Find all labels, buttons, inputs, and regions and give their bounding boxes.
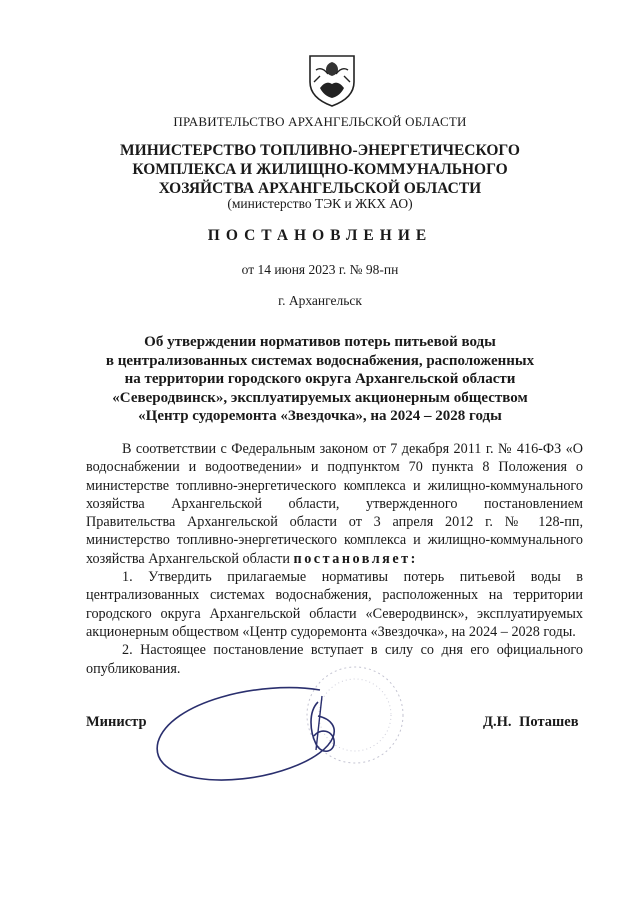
subject-line: в централизованных системах водоснабжения, расположенных: [105, 352, 535, 369]
preamble-paragraph: [86, 440, 583, 568]
ministry-line: МИНИСТЕРСТВО ТОПЛИВНО-ЭНЕРГЕТИЧЕСКОГО: [120, 142, 520, 159]
subject-line: «Северодвинск», эксплуатируемых акционерным обществом: [112, 389, 528, 406]
subject-line: «Центр судоремонта «Звездочка», на 2024 – 2028 годы: [138, 408, 502, 425]
coat-of-arms-emblem: [302, 52, 362, 108]
document-city: г. Архангельск: [278, 293, 362, 308]
ministry-name: [0, 141, 640, 198]
subject-line: Об утверждении нормативов потерь питьевой воды: [144, 334, 496, 350]
document-date-number: от 14 июня 2023 г. № 98-пн: [241, 262, 399, 277]
item-1-paragraph: 1. Утвердить прилагаемые нормативы потерь питьевой воды в централизованных системах водоснабжения, расположенных на территории городского округа Архангельской области «Северодвинск», эксплуатируемых акционерным обществом «Центр судоремонта «Звездочка», на 2024 – 2028 годы.: [86, 569, 583, 640]
document-type: ПОСТАНОВЛЕНИЕ: [207, 227, 433, 244]
item-2-paragraph: 2. Настоящее постановление вступает в силу со дня его официального опубликования.: [86, 642, 583, 677]
ministry-line: КОМПЛЕКСА И ЖИЛИЩНО-КОММУНАЛЬНОГО: [132, 161, 508, 178]
preamble-text: В соответствии с Федеральным законом от 7 декабря 2011 г. № 416-ФЗ «О водоснабжении и водоотведении» и подпунктом 70 пункта 8 Положения о министерстве топливно-энергетического комплекса и жилищно-коммунального хозяйства Архангельской области, утвержденного постановлением Правительства Архангельской области от 3 апреля 2012 г. № 128-пп, министерство топливно-энергетического комплекса и жилищно-коммунального хозяйства Архангельской области: [86, 441, 583, 567]
document-body: [86, 440, 583, 678]
signer-title: Министр: [86, 714, 147, 730]
handwritten-signature: [140, 672, 390, 812]
document-subject: [0, 333, 640, 426]
ministry-short-name: (министерство ТЭК и ЖКХ АО): [227, 196, 413, 211]
subject-line: на территории городского округа Архангельской области: [124, 371, 516, 388]
government-name: ПРАВИТЕЛЬСТВО АРХАНГЕЛЬСКОЙ ОБЛАСТИ: [173, 114, 467, 129]
ministry-line: ХОЗЯЙСТВА АРХАНГЕЛЬСКОЙ ОБЛАСТИ: [158, 180, 482, 197]
signer-name: Д.Н. Поташев: [483, 714, 579, 730]
resolves-word: постановляет:: [293, 550, 418, 567]
